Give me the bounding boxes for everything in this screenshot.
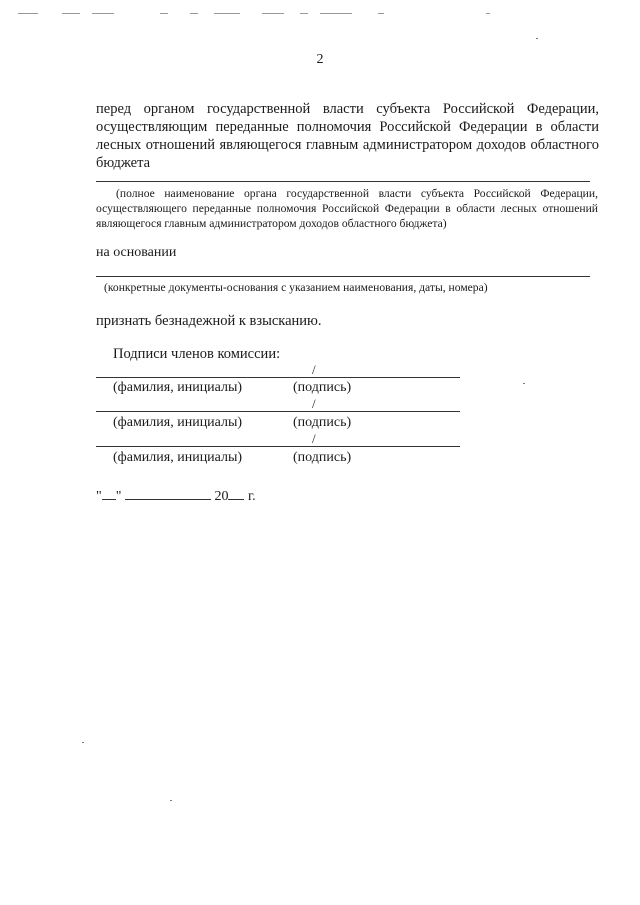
name-caption: (фамилия, инициалы) [113,415,243,430]
scan-speck [523,383,525,384]
scan-mark [262,13,284,14]
documents-fill-line [96,276,590,277]
name-caption: (фамилия, инициалы) [113,380,243,395]
month-blank [125,487,211,500]
documents-caption: (конкретные документы-основания с указанием наименования, даты, номера) [104,281,488,294]
scan-mark [18,13,38,14]
scan-mark [160,13,168,14]
signature-separator: / [312,362,316,377]
scan-mark [190,13,198,14]
scan-speck [170,800,172,801]
scan-mark [378,13,384,14]
scan-mark [214,13,240,14]
scan-mark [62,13,80,14]
year-suffix: г. [247,489,256,504]
signature-separator: / [312,396,316,411]
signature-separator: / [312,431,316,446]
authority-fill-line [96,181,590,182]
signatures-title: Подписи членов комиссии: [113,346,281,362]
signature-line [96,377,460,378]
year-prefix: 20 [214,489,229,504]
main-paragraph: перед органом государственной власти субъекта Российской Федерации, осуществляющим переданные полномочия Российской Федерации в области лесных отношений являющегося главным администратором доходов областного бюджета [96,101,599,171]
scan-mark [320,13,352,14]
conclusion-text: признать безнадежной к взысканию. [96,313,322,329]
date-quote-open: " [96,489,102,504]
year-blank [228,487,244,500]
authority-caption [96,186,598,231]
scan-mark [92,13,114,14]
date-line [96,487,256,505]
scan-mark [486,13,490,14]
signature-line [96,446,460,447]
date-quote-close: " [115,489,122,504]
authority-caption-text: (полное наименование органа государственной власти субъекта Российской Федерации, осуществляющего переданные полномочия Российской Федерации в области лесных отношений являющегося главным администратором доходов областного бюджета) [96,187,598,230]
scan-mark [300,13,308,14]
signature-caption: (подпись) [293,415,352,430]
signature-caption: (подпись) [293,380,352,395]
scan-speck [82,742,84,743]
signature-caption: (подпись) [293,450,352,465]
day-blank [102,487,116,500]
scan-speck [536,38,538,39]
name-caption: (фамилия, инициалы) [113,450,243,465]
signature-line [96,411,460,412]
basis-label: на основании [96,245,177,260]
page-number: 2 [316,52,324,67]
